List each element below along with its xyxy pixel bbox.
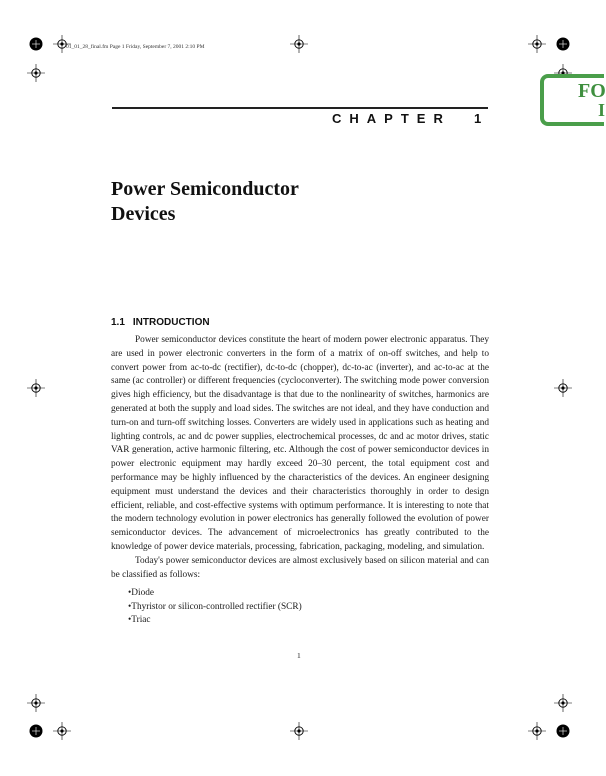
crosshair-icon [554, 694, 572, 712]
registration-disc-icon [30, 38, 43, 51]
crosshair-icon [528, 35, 546, 53]
stamp-text-2: I [598, 100, 606, 120]
slug-line: 01_01_28_final.fm Page 1 Friday, September 7, 2001 2:10 PM [66, 44, 205, 50]
section-heading [111, 317, 210, 328]
chapter-word: CHAPTER [332, 111, 451, 126]
chapter-heading [332, 111, 482, 126]
paragraph: Power semiconductor devices constitute the heart of modern power electronic apparatus. They are used in power electronic converters in the form of a matrix of on-off switches, and help to convert power from ac-to-dc (rectifier), dc-to-dc (chopper), dc-to-ac (inverter), and ac-to-ac at the same (ac controller) or different frequencies (cycloconverter). The switching mode power conversion gives high efficiency, but the disadvantage is that due to the nonlinearity of switches, harmonics are generated at both the supply and load sides. The switches are not ideal, and they have conduction and turn-on and turn-off switching losses. Converters are widely used in applications such as heating and lighting controls, ac and dc power supplies, electrochemical processes, dc and ac motor drives, static VAR generation, active harmonic filtering, etc. Although the cost of power semiconductor devices in power electronic equipment may hardly exceed 20–30 percent, the total equipment cost and performance may be highly influenced by the characteristics of the devices. An engineer designing equipment must understand the devices and their characteristics thoroughly in order to design efficient, reliable, and cost-effective systems with optimum performance. It is interesting to note that the modern technology evolution in power electronics has generally followed the evolution of power semiconductor devices. The advancement of microelectronics has greatly contributed to the knowledge of power device materials, processing, fabrication, packaging, modeling, and simulation. [111, 335, 489, 552]
list-item: • Triac [128, 614, 302, 628]
device-list [128, 587, 302, 628]
list-item: • Thyristor or silicon-controlled rectifier (SCR) [128, 601, 302, 615]
chapter-title [111, 177, 491, 227]
registration-disc-icon [557, 38, 570, 51]
crosshair-icon [27, 64, 45, 82]
crosshair-icon [290, 35, 308, 53]
section-title: INTRODUCTION [132, 317, 210, 328]
green-stamp [540, 74, 604, 126]
registration-disc-icon [30, 725, 43, 738]
stamp-text-1: FO [578, 80, 606, 102]
chapter-title-line-1: Power Semiconductor [111, 178, 299, 200]
crosshair-icon [554, 379, 572, 397]
chapter-title-line-2: Devices [111, 203, 176, 225]
chapter-number: 1 [474, 111, 482, 126]
paragraph: Today's power semiconductor devices are almost exclusively based on silicon material and can be classified as follows: [111, 555, 489, 580]
body-text [111, 334, 489, 582]
page-number: 1 [297, 651, 301, 660]
section-number: 1.1 [111, 317, 125, 328]
crosshair-icon [53, 722, 71, 740]
registration-disc-icon [557, 725, 570, 738]
crosshair-icon [528, 722, 546, 740]
crosshair-icon [290, 722, 308, 740]
crosshair-icon [27, 694, 45, 712]
chapter-rule [112, 107, 488, 109]
crosshair-icon [27, 379, 45, 397]
list-item: • Diode [128, 587, 302, 601]
